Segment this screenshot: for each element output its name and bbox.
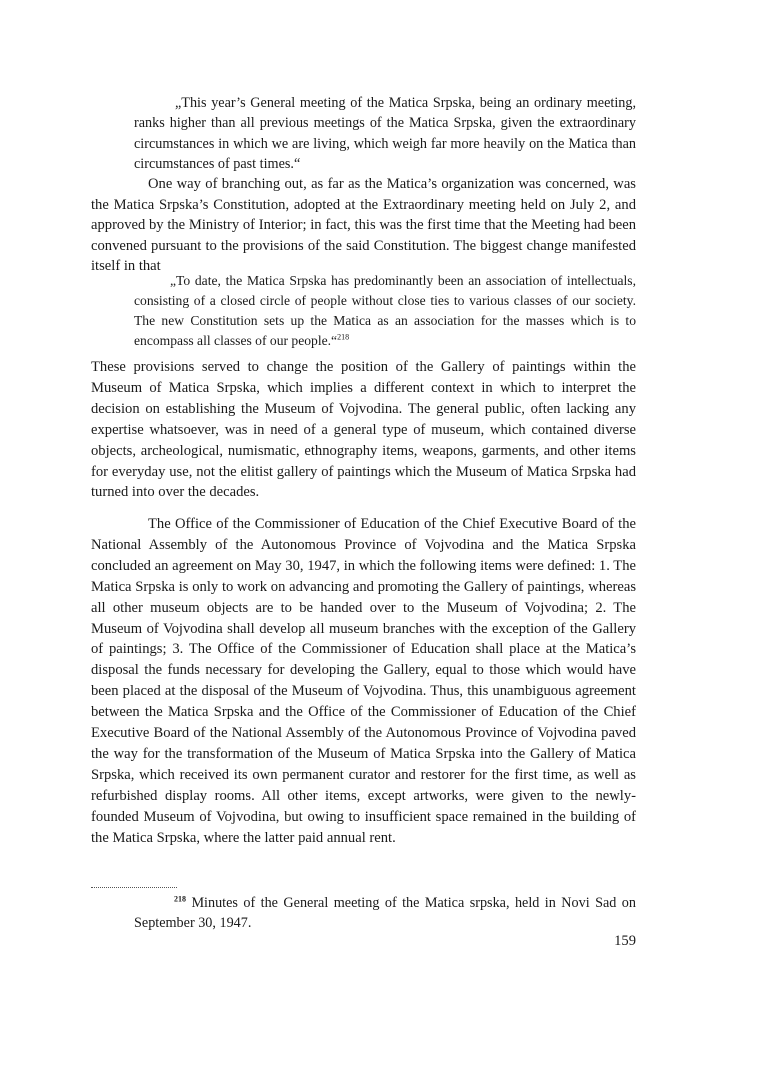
- page-number: 159: [614, 933, 636, 949]
- footnote-divider: [91, 887, 177, 888]
- paragraph-agreement: The Office of the Commissioner of Education of the Chief Executive Board of the National Assembly of the Autonomous Province of Vojvodina and the Matica Srpska concluded an agreement on May 30, 1947, in which the following items were defined: 1. The Matica Srpska is only to work on advancing and promoting the Gallery of paintings, whereas all other museum objects are to be handed over to the Museum of Vojvodina; 2. The Museum of Vojvodina shall develop all museum branches with the exception of the Gallery of paintings; 3. The Office of the Commissioner of Education shall place at the Matica’s disposal the funds necessary for developing the Gallery, equal to those which would have been placed at the disposal of the Museum of Vojvodina. Thus, this unambiguous agreement between the Matica Srpska and the Office of the Commissioner of Education of the Chief Executive Board of the National Assembly of the Autonomous Province of Vojvodina paved the way for the transformation of the Museum of Matica Srpska into the Gallery of Matica Srpska, which received its own permanent curator and restorer for the first time, as well as refurbished display rooms. All other items, except artworks, were given to the newly-founded Museum of Vojvodina, but owing to insufficient space remained in the building of the Matica Srpska, where the latter paid annual rent.: [91, 516, 636, 846]
- block-quote-2-text: „To date, the Matica Srpska has predominantly been an association of intellectuals, consisting of a closed circle of people without close ties to various classes of our society. The new Constitution sets up the Matica as an association for the masses which is to encompass all classes of our people.“: [134, 273, 636, 349]
- block-quote-2: [134, 271, 636, 351]
- block-quote-1: „This year’s General meeting of the Matica Srpska, being an ordinary meeting, ranks higher than all previous meetings of the Matica Srpska, given the extraordinary circumstances in which we are living, which weigh far more heavily on the Matica than circumstances of past times.“: [134, 95, 636, 173]
- footnote-text: Minutes of the General meeting of the Matica srpska, held in Novi Sad on September 30, 1947.: [134, 895, 636, 932]
- paragraph-provisions: These provisions served to change the position of the Gallery of paintings within the Museum of Matica Srpska, which implies a different context in which to interpret the decision on establishing the Museum of Vojvodina. The general public, often lacking any expertise whatsoever, was in need of a general type of museum, which contained diverse objects, archeological, numismatic, ethnography items, weapons, garments, and other items for everyday use, not the elitist gallery of paintings which the Museum of Matica Srpska had turned into over the decades.: [91, 359, 636, 501]
- footnote: [134, 893, 636, 934]
- footnote-number: 218: [174, 894, 186, 904]
- paragraph-constitution: One way of branching out, as far as the Matica’s organization was concerned, was the Matica Srpska’s Constitution, adopted at the Extraordinary meeting held on July 2, and approved by the Ministry of Interior; in fact, this was the first time that the Meeting had been convened pursuant to the provisions of the said Constitution. The biggest change manifested itself in that: [91, 176, 636, 274]
- footnote-reference[interactable]: 218: [337, 332, 350, 342]
